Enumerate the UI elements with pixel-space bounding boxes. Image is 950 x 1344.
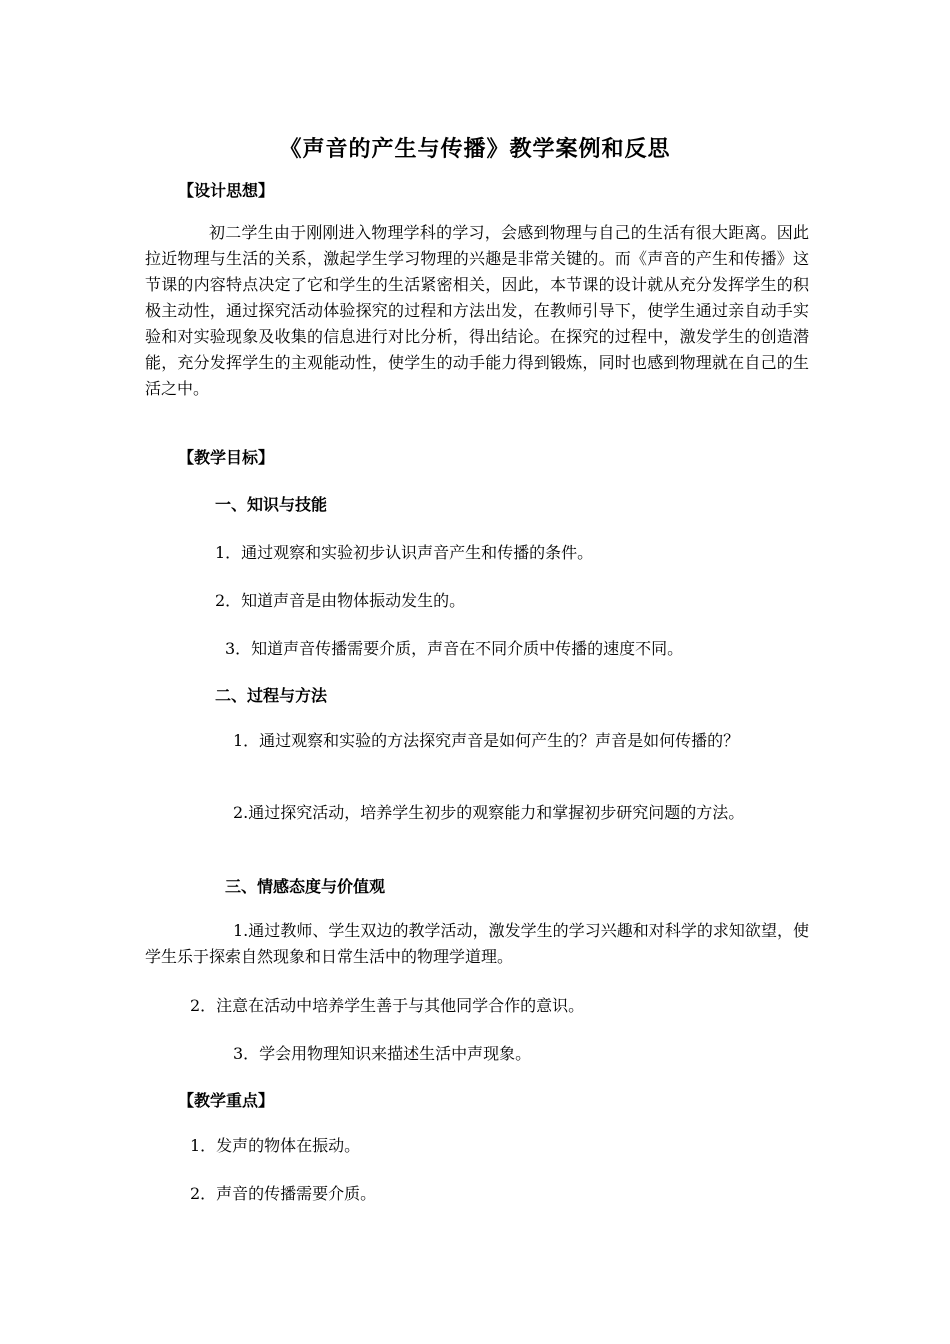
knowledge-item-1: 1．通过观察和实验初步认识声音产生和传播的条件。	[215, 543, 594, 562]
emotion-item-1: 1.通过教师、学生双边的教学活动，激发学生的学习兴趣和对科学的求知欲望，使学生乐于探索自然现象和日常生活中的物理学道理。	[145, 921, 809, 966]
keypoints-heading: 【教学重点】	[178, 1091, 275, 1110]
goals-heading: 【教学目标】	[178, 448, 275, 467]
emotion-item-3: 3．学会用物理知识来描述生活中声现象。	[233, 1044, 532, 1063]
knowledge-heading: 一、知识与技能	[215, 495, 328, 514]
design-heading: 【设计思想】	[178, 181, 275, 200]
process-item-1: 1．通过观察和实验的方法探究声音是如何产生的？声音是如何传播的？	[233, 731, 740, 750]
process-heading: 二、过程与方法	[215, 686, 328, 705]
keypoint-item-2: 2．声音的传播需要介质。	[190, 1184, 377, 1203]
keypoint-item-1: 1．发声的物体在振动。	[190, 1136, 361, 1155]
design-paragraph: 初二学生由于刚刚进入物理学科的学习，会感到物理与自己的生活有很大距离。因此拉近物理与生活的关系，激起学生学习物理的兴趣是非常关键的。而《声音的产生和传播》这节课的内容特点决定了它和学生的生活紧密相关，因此，本节课的设计就从充分发挥学生的积极主动性，通过探究活动体验探究的过程和方法出发，在教师引导下，使学生通过亲自动手实验和对实验现象及收集的信息进行对比分析，得出结论。在探究的过程中，激发学生的创造潜能，充分发挥学生的主观能动性，使学生的动手能力得到锻炼，同时也感到物理就在自己的生活之中。	[145, 223, 809, 398]
knowledge-item-2: 2．知道声音是由物体振动发生的。	[215, 591, 466, 610]
emotion-heading: 三、情感态度与价值观	[225, 877, 386, 896]
emotion-item-2: 2．注意在活动中培养学生善于与其他同学合作的意识。	[190, 996, 585, 1015]
knowledge-item-3: 3．知道声音传播需要介质，声音在不同介质中传播的速度不同。	[225, 639, 684, 658]
document-title: 《声音的产生与传播》教学案例和反思	[279, 137, 671, 162]
process-item-2: 2.通过探究活动，培养学生初步的观察能力和掌握初步研究问题的方法。	[233, 803, 745, 822]
